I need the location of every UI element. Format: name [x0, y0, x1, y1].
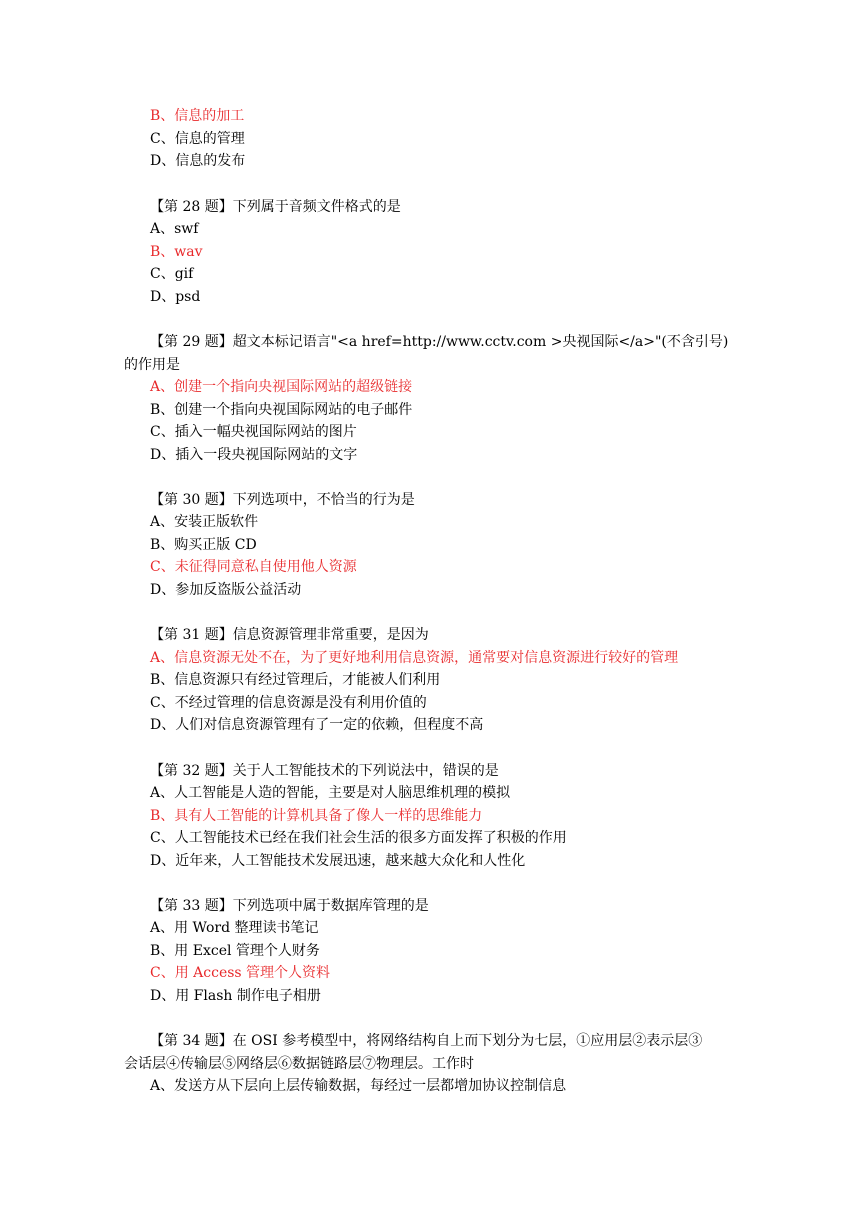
option-c: C、插入一幅央视国际网站的图片 [150, 424, 357, 440]
option-a-correct: A、创建一个指向央视国际网站的超级链接 [150, 379, 413, 395]
question-31: 【第 31 题】信息资源管理非常重要，是因为 [150, 627, 429, 643]
option-b: B、信息资源只有经过管理后，才能被人们利用 [150, 672, 441, 688]
question-32: 【第 32 题】关于人工智能技术的下列说法中，错误的是 [150, 763, 499, 779]
option-c: C、不经过管理的信息资源是没有利用价值的 [150, 695, 427, 711]
option-d: D、psd [150, 289, 201, 305]
option-a: A、安装正版软件 [150, 514, 259, 530]
option-c-correct: C、用 Access 管理个人资料 [150, 965, 331, 981]
option-b: B、用 Excel 管理个人财务 [150, 943, 320, 959]
option-c-correct: C、未征得同意私自使用他人资源 [150, 559, 357, 575]
option-d: D、插入一段央视国际网站的文字 [150, 447, 358, 463]
option-a: A、发送方从下层向上层传输数据，每经过一层都增加协议控制信息 [150, 1078, 567, 1094]
option-d: D、人们对信息资源管理有了一定的依赖，但程度不高 [150, 717, 484, 733]
option-b: B、购买正版 CD [150, 537, 257, 553]
question-29-continuation: 的作用是 [124, 357, 180, 373]
option-a-correct: A、信息资源无处不在，为了更好地利用信息资源，通常要对信息资源进行较好的管理 [150, 650, 679, 666]
option-b: B、创建一个指向央视国际网站的电子邮件 [150, 402, 413, 418]
option-d: D、近年来，人工智能技术发展迅速，越来越大众化和人性化 [150, 853, 526, 869]
option-b-correct: B、wav [150, 244, 203, 260]
option-d: D、参加反盗版公益活动 [150, 582, 302, 598]
question-28: 【第 28 题】下列属于音频文件格式的是 [150, 199, 401, 215]
option-b-correct: B、具有人工智能的计算机具备了像人一样的思维能力 [150, 808, 483, 824]
option-d: D、用 Flash 制作电子相册 [150, 988, 321, 1004]
option-c: C、gif [150, 266, 194, 282]
question-29: 【第 29 题】超文本标记语言"<a href=http://www.cctv.com >央视国际</a>"(不含引号) [150, 334, 729, 350]
option-b-correct: B、信息的加工 [150, 108, 245, 124]
question-34: 【第 34 题】在 OSI 参考模型中，将网络结构自上而下划分为七层，①应用层②表示层③ [150, 1033, 703, 1049]
option-a: A、人工智能是人造的智能，主要是对人脑思维机理的模拟 [150, 785, 511, 801]
option-d: D、信息的发布 [150, 153, 246, 169]
question-34-continuation: 会话层④传输层⑤网络层⑥数据链路层⑦物理层。工作时 [124, 1056, 474, 1072]
question-33: 【第 33 题】下列选项中属于数据库管理的是 [150, 898, 429, 914]
option-a: A、用 Word 整理读书笔记 [150, 920, 319, 936]
option-c: C、人工智能技术已经在我们社会生活的很多方面发挥了积极的作用 [150, 830, 567, 846]
option-a: A、swf [150, 221, 199, 237]
question-30: 【第 30 题】下列选项中，不恰当的行为是 [150, 492, 415, 508]
option-c: C、信息的管理 [150, 131, 245, 147]
